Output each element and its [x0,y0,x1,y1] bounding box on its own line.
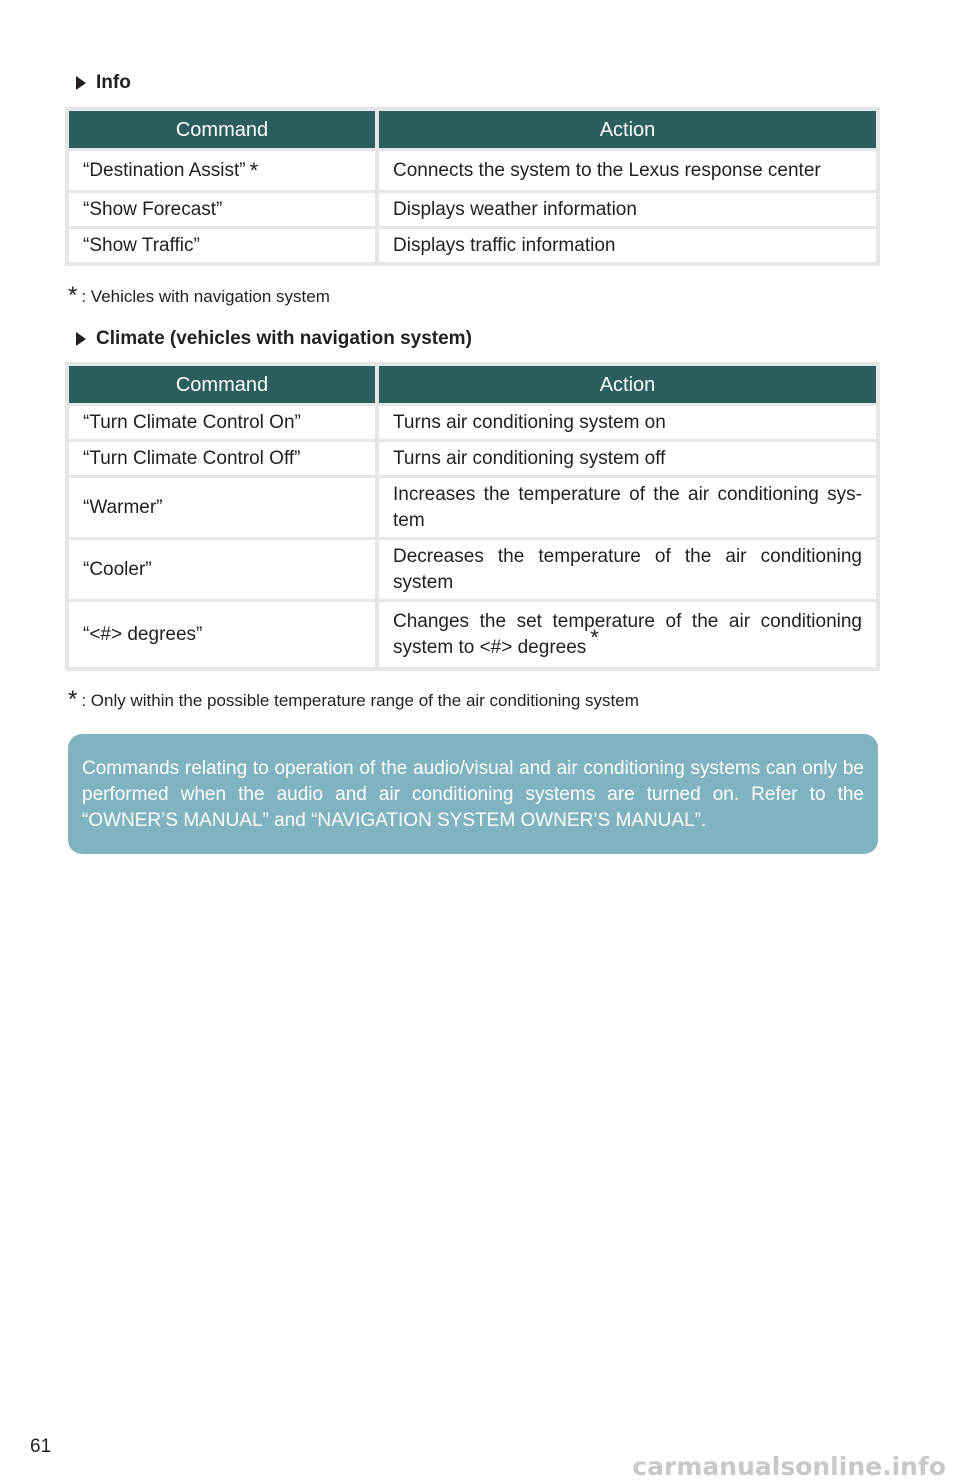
command-cell: “Show Traffic” [69,229,375,262]
action-cell: Decreases the temperature of the air conditioning system [379,540,876,599]
footnote-text: : Vehicles with navigation system [81,287,330,306]
climate-heading [76,328,472,350]
footnote-star: * [68,282,78,309]
action-cell [379,602,876,667]
header-action: Action [379,111,876,148]
table-header-row [69,111,876,148]
info-command-table [65,107,880,266]
table-header-row [69,366,876,403]
header-command: Command [69,111,375,148]
command-cell: “Turn Climate Control On” [69,406,375,439]
table-row [69,406,876,439]
table-row [69,442,876,475]
info-heading [76,72,131,94]
info-footnote [68,282,330,309]
header-action: Action [379,366,876,403]
table-row [69,229,876,262]
footnote-text: : Only within the possible temperature range of the air conditioning system [81,691,639,710]
command-cell: “Show Forecast” [69,193,375,226]
command-cell: “Cooler” [69,540,375,599]
command-cell: “Warmer” [69,478,375,537]
table-row [69,193,876,226]
footnote-marker: * [590,625,599,651]
header-command: Command [69,366,375,403]
action-cell: Turns air conditioning system on [379,406,876,439]
table-row [69,540,876,599]
page-number: 61 [30,1436,52,1457]
note-box: Commands relating to operation of the audio/visual and air conditioning systems can only be performed when the audio and air conditioning systems are turned on. Refer to the “OWNER’S MANUAL” and “NAVIGATION SYSTEM OWNER’S MANUAL”. [68,734,878,854]
triangle-arrow-icon [76,332,86,346]
action-cell: Displays weather information [379,193,876,226]
table-row [69,602,876,667]
watermark: carmanualsonline.info [632,1452,946,1481]
info-heading-text: Info [96,72,131,93]
action-cell: Increases the temperature of the air conditioning sys-tem [379,478,876,537]
action-cell: Displays traffic information [379,229,876,262]
action-cell: Connects the system to the Lexus response center [379,151,876,190]
footnote-star: * [68,686,78,713]
command-cell: “Destination Assist” * [69,151,375,190]
action-cell: Turns air conditioning system off [379,442,876,475]
action-text: Changes the set temperature of the air conditioning system to <#> degrees [393,610,862,658]
climate-footnote [68,686,639,713]
command-text: “Destination Assist” [83,159,246,181]
table-row [69,151,876,190]
climate-command-table [65,362,880,671]
climate-heading-text: Climate (vehicles with navigation system) [96,328,472,349]
triangle-arrow-icon [76,76,86,90]
command-cell: “<#> degrees” [69,602,375,667]
command-cell: “Turn Climate Control Off” [69,442,375,475]
table-row [69,478,876,537]
